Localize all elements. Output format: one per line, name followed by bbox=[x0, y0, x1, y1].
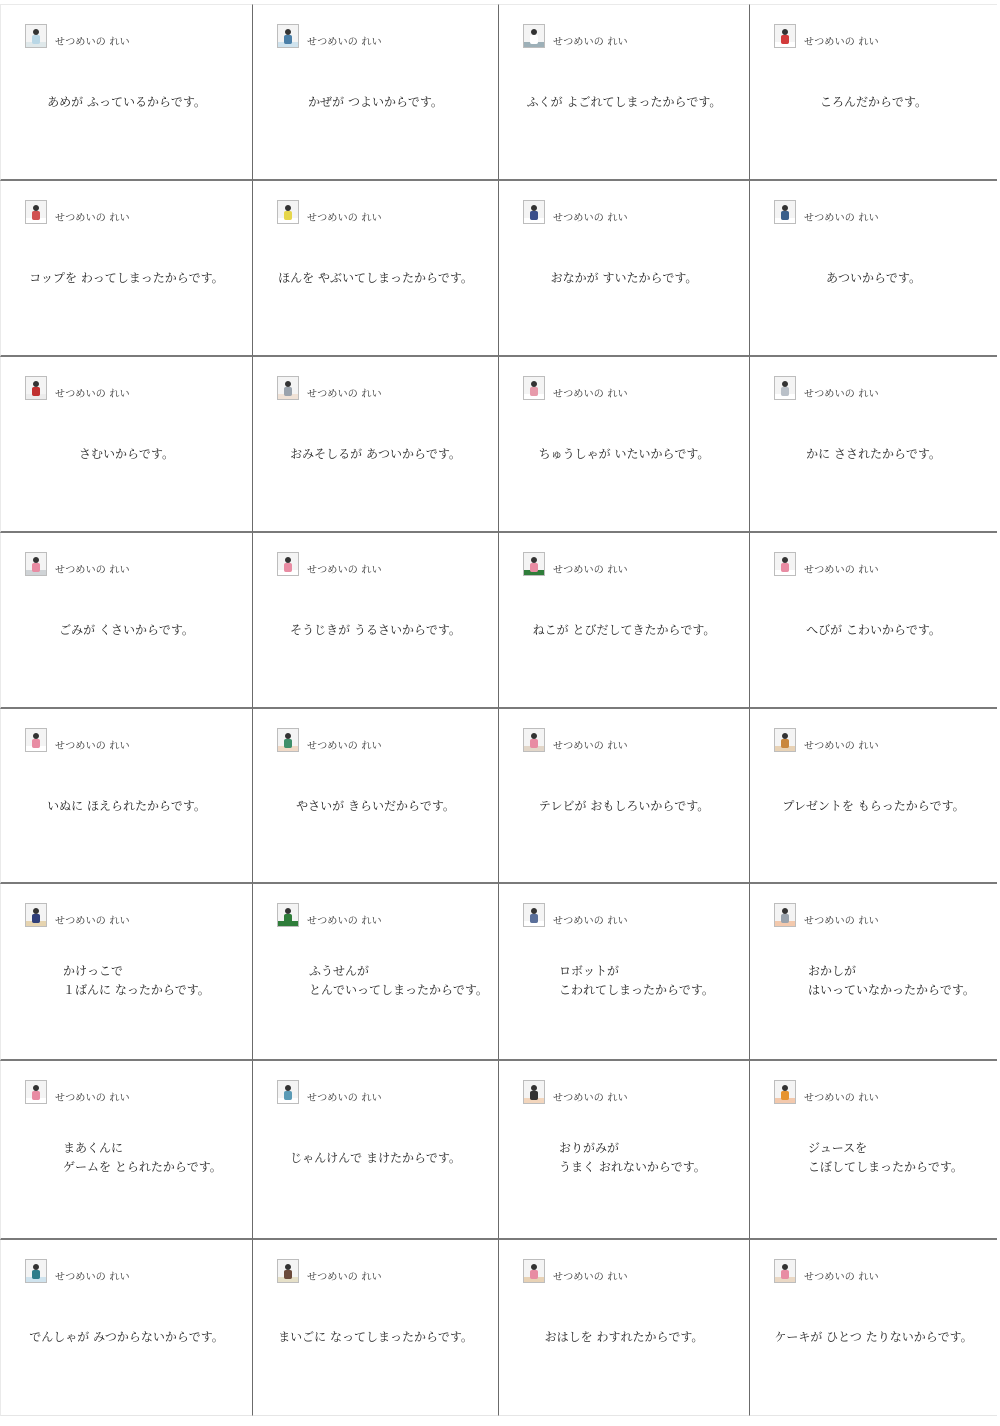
card-label: せつめいの れい bbox=[55, 916, 130, 927]
card-label: せつめいの れい bbox=[55, 1093, 130, 1104]
sentence-line: ころんだからです。 bbox=[820, 95, 927, 109]
illustration-figure-body bbox=[284, 211, 292, 220]
sentence-line: ケーキが ひとつ たりないからです。 bbox=[774, 1330, 973, 1344]
card-header bbox=[774, 200, 879, 224]
rock-paper-scissors-picture-icon bbox=[277, 1080, 299, 1104]
sentence-line: おかしが bbox=[808, 964, 857, 978]
fall-down-picture-icon bbox=[774, 24, 796, 48]
card-header bbox=[25, 903, 130, 927]
illustration-figure-body bbox=[530, 387, 538, 396]
illustration-figure-body bbox=[32, 914, 40, 923]
card-sentence bbox=[499, 797, 749, 816]
card-sentence bbox=[63, 1139, 252, 1177]
explanation-card-15 bbox=[499, 533, 750, 709]
sentence-line: うまく おれないからです。 bbox=[559, 1160, 706, 1174]
sentence-line: はいっていなかったからです。 bbox=[808, 983, 975, 997]
illustration-figure-body bbox=[32, 1091, 40, 1100]
card-label: せつめいの れい bbox=[307, 565, 382, 576]
sentence-line: こわれてしまったからです。 bbox=[559, 983, 714, 997]
sentence-line: かに さされたからです。 bbox=[806, 447, 941, 461]
illustration-figure-head bbox=[33, 205, 39, 211]
explanation-card-14 bbox=[253, 533, 499, 709]
card-sentence bbox=[559, 1139, 749, 1177]
illustration-figure-head bbox=[33, 381, 39, 387]
balloon-flew-away-picture-icon bbox=[277, 903, 299, 927]
explanation-card-24 bbox=[750, 884, 997, 1061]
missing-cake-picture-icon bbox=[774, 1259, 796, 1283]
hot-sun-picture-icon bbox=[774, 200, 796, 224]
explanation-card-6 bbox=[253, 181, 499, 357]
illustration-figure-body bbox=[781, 739, 789, 748]
sentence-line: おみそしるが あついからです。 bbox=[290, 447, 461, 461]
broken-robot-picture-icon bbox=[523, 903, 545, 927]
dirty-clothes-picture-icon bbox=[523, 24, 545, 48]
scary-snake-picture-icon bbox=[774, 552, 796, 576]
explanation-card-29 bbox=[0, 1240, 253, 1416]
sentence-line: じゃんけんで まけたからです。 bbox=[290, 1151, 461, 1165]
sentence-line: かぜが つよいからです。 bbox=[308, 95, 443, 109]
card-sentence bbox=[253, 1328, 498, 1347]
explanation-card-32 bbox=[750, 1240, 997, 1416]
card-header bbox=[25, 24, 130, 48]
explanation-card-12 bbox=[750, 357, 997, 533]
sentence-line: あついからです。 bbox=[826, 271, 921, 285]
barking-dog-picture-icon bbox=[25, 728, 47, 752]
card-sentence bbox=[499, 93, 749, 112]
illustration-figure-head bbox=[285, 205, 291, 211]
card-header bbox=[277, 376, 382, 400]
card-header bbox=[25, 200, 130, 224]
sentence-line: とんでいってしまったからです。 bbox=[309, 983, 488, 997]
explanation-card-9 bbox=[0, 357, 253, 533]
card-sentence bbox=[253, 1149, 498, 1168]
explanation-card-18 bbox=[253, 709, 499, 884]
card-sentence bbox=[750, 269, 997, 288]
card-header bbox=[523, 200, 628, 224]
card-label: せつめいの れい bbox=[804, 213, 879, 224]
card-header bbox=[774, 903, 879, 927]
explanation-card-3 bbox=[499, 4, 750, 181]
card-sentence bbox=[253, 93, 498, 112]
card-label: せつめいの れい bbox=[804, 741, 879, 752]
card-label: せつめいの れい bbox=[307, 741, 382, 752]
explanation-card-13 bbox=[0, 533, 253, 709]
card-label: せつめいの れい bbox=[307, 213, 382, 224]
card-header bbox=[774, 1259, 879, 1283]
explanation-card-25 bbox=[0, 1061, 253, 1240]
illustration-figure-head bbox=[531, 29, 537, 35]
explanation-card-30 bbox=[253, 1240, 499, 1416]
card-label: せつめいの れい bbox=[55, 37, 130, 48]
card-header bbox=[25, 552, 130, 576]
explanation-card-22 bbox=[253, 884, 499, 1061]
explanation-card-27 bbox=[499, 1061, 750, 1240]
sentence-line: おはしを わすれたからです。 bbox=[544, 1330, 704, 1344]
sentence-line: コップを わってしまったからです。 bbox=[29, 271, 224, 285]
sentence-line: ちゅうしゃが いたいからです。 bbox=[538, 447, 710, 461]
illustration-figure-body bbox=[32, 563, 40, 572]
illustration-figure-body bbox=[530, 35, 538, 44]
card-sentence bbox=[1, 93, 252, 112]
sentence-line: プレゼントを もらったからです。 bbox=[782, 799, 965, 813]
sentence-line: １ばんに なったからです。 bbox=[63, 983, 210, 997]
card-sentence bbox=[1, 621, 252, 640]
card-header bbox=[523, 24, 628, 48]
card-header bbox=[774, 1080, 879, 1104]
no-snacks-picture-icon bbox=[774, 903, 796, 927]
explanation-card-26 bbox=[253, 1061, 499, 1240]
wind-window-picture-icon bbox=[277, 24, 299, 48]
sentence-line: おりがみが bbox=[559, 1141, 620, 1155]
illustration-figure-head bbox=[285, 1264, 291, 1270]
illustration-figure-body bbox=[530, 1091, 538, 1100]
explanation-card-23 bbox=[499, 884, 750, 1061]
card-header bbox=[523, 1080, 628, 1104]
card-header bbox=[277, 552, 382, 576]
illustration-figure-body bbox=[781, 1091, 789, 1100]
illustration-figure-body bbox=[781, 1270, 789, 1279]
illustration-figure-head bbox=[285, 733, 291, 739]
explanation-card-17 bbox=[0, 709, 253, 884]
sentence-line: かけっこで bbox=[63, 964, 124, 978]
explanation-card-4 bbox=[750, 4, 997, 181]
illustration-figure-head bbox=[782, 381, 788, 387]
explanation-card-8 bbox=[750, 181, 997, 357]
rain-window-picture-icon bbox=[25, 24, 47, 48]
card-sentence bbox=[499, 621, 749, 640]
card-header bbox=[523, 376, 628, 400]
card-label: せつめいの れい bbox=[307, 1093, 382, 1104]
illustration-figure-body bbox=[284, 1091, 292, 1100]
card-header bbox=[277, 24, 382, 48]
illustration-figure-head bbox=[782, 908, 788, 914]
card-header bbox=[25, 1080, 130, 1104]
sentence-line: まいごに なってしまったからです。 bbox=[278, 1330, 473, 1344]
illustration-figure-head bbox=[531, 908, 537, 914]
card-label: せつめいの れい bbox=[553, 1093, 628, 1104]
card-sentence bbox=[808, 962, 997, 1000]
card-sentence bbox=[1, 797, 252, 816]
illustration-figure-body bbox=[284, 35, 292, 44]
card-header bbox=[774, 376, 879, 400]
hungry-picture-icon bbox=[523, 200, 545, 224]
illustration-figure-body bbox=[781, 387, 789, 396]
card-label: せつめいの れい bbox=[804, 565, 879, 576]
sentence-line: ロボットが bbox=[559, 964, 620, 978]
explanation-card-7 bbox=[499, 181, 750, 357]
card-sentence bbox=[499, 269, 749, 288]
card-label: せつめいの れい bbox=[804, 916, 879, 927]
card-sentence bbox=[63, 962, 252, 1000]
race-winner-picture-icon bbox=[25, 903, 47, 927]
illustration-figure-head bbox=[531, 1264, 537, 1270]
illustration-figure-body bbox=[781, 563, 789, 572]
sentence-line: あめが ふっているからです。 bbox=[47, 95, 206, 109]
card-sentence bbox=[750, 93, 997, 112]
lost-child-picture-icon bbox=[277, 1259, 299, 1283]
sentence-line: やさいが きらいだからです。 bbox=[296, 799, 455, 813]
illustration-figure-head bbox=[33, 733, 39, 739]
illustration-figure-head bbox=[285, 557, 291, 563]
card-header bbox=[774, 552, 879, 576]
present-picture-icon bbox=[774, 728, 796, 752]
card-header bbox=[277, 1080, 382, 1104]
illustration-figure-body bbox=[284, 1270, 292, 1279]
card-label: せつめいの れい bbox=[804, 1272, 879, 1283]
illustration-figure-head bbox=[782, 29, 788, 35]
card-header bbox=[523, 1259, 628, 1283]
illustration-figure-body bbox=[530, 739, 538, 748]
explanation-card-21 bbox=[0, 884, 253, 1061]
card-label: せつめいの れい bbox=[804, 389, 879, 400]
smelly-garbage-picture-icon bbox=[25, 552, 47, 576]
illustration-figure-head bbox=[531, 205, 537, 211]
sentence-line: こぼしてしまったからです。 bbox=[808, 1160, 963, 1174]
card-label: せつめいの れい bbox=[55, 1272, 130, 1283]
card-sentence bbox=[499, 1328, 749, 1347]
card-sentence bbox=[750, 1328, 997, 1347]
illustration-figure-body bbox=[32, 211, 40, 220]
sentence-line: さむいからです。 bbox=[79, 447, 174, 461]
card-header bbox=[25, 376, 130, 400]
card-label: せつめいの れい bbox=[307, 916, 382, 927]
illustration-figure-head bbox=[782, 205, 788, 211]
illustration-figure-head bbox=[285, 1085, 291, 1091]
sentence-line: ねこが とびだしてきたからです。 bbox=[532, 623, 716, 637]
card-label: せつめいの れい bbox=[55, 565, 130, 576]
card-sentence bbox=[1, 269, 252, 288]
lost-train-picture-icon bbox=[25, 1259, 47, 1283]
illustration-figure-head bbox=[531, 733, 537, 739]
card-sentence bbox=[808, 1139, 997, 1177]
torn-book-picture-icon bbox=[277, 200, 299, 224]
card-label: せつめいの れい bbox=[553, 213, 628, 224]
illustration-figure-body bbox=[781, 211, 789, 220]
sentence-line: ふうせんが bbox=[309, 964, 370, 978]
card-sentence bbox=[499, 445, 749, 464]
illustration-figure-body bbox=[781, 35, 789, 44]
illustration-figure-head bbox=[782, 733, 788, 739]
explanation-card-5 bbox=[0, 181, 253, 357]
explanation-card-10 bbox=[253, 357, 499, 533]
card-header bbox=[25, 1259, 130, 1283]
card-label: せつめいの れい bbox=[553, 565, 628, 576]
illustration-figure-body bbox=[32, 1270, 40, 1279]
card-sentence bbox=[253, 621, 498, 640]
card-label: せつめいの れい bbox=[55, 389, 130, 400]
sentence-line: へびが こわいからです。 bbox=[806, 623, 941, 637]
card-sentence bbox=[750, 445, 997, 464]
card-header bbox=[277, 200, 382, 224]
illustration-figure-body bbox=[284, 914, 292, 923]
card-sentence bbox=[253, 445, 498, 464]
sentence-line: ふくが よごれてしまったからです。 bbox=[526, 95, 722, 109]
card-sentence bbox=[1, 445, 252, 464]
illustration-figure-body bbox=[530, 563, 538, 572]
illustration-figure-head bbox=[531, 381, 537, 387]
sentence-line: テレビが おもしろいからです。 bbox=[538, 799, 710, 813]
sentence-line: そうじきが うるさいからです。 bbox=[290, 623, 461, 637]
illustration-figure-body bbox=[530, 211, 538, 220]
sentence-line: ほんを やぶいてしまったからです。 bbox=[278, 271, 473, 285]
cold-picture-icon bbox=[25, 376, 47, 400]
card-label: せつめいの れい bbox=[804, 37, 879, 48]
card-label: せつめいの れい bbox=[553, 741, 628, 752]
card-sentence bbox=[750, 797, 997, 816]
card-header bbox=[277, 1259, 382, 1283]
illustration-figure-body bbox=[32, 35, 40, 44]
illustration-figure-body bbox=[32, 387, 40, 396]
illustration-figure-head bbox=[782, 1264, 788, 1270]
explanation-card-11 bbox=[499, 357, 750, 533]
card-header bbox=[774, 24, 879, 48]
sentence-line: まあくんに bbox=[63, 1141, 124, 1155]
card-header bbox=[774, 728, 879, 752]
card-sentence bbox=[559, 962, 749, 1000]
card-header bbox=[523, 903, 628, 927]
illustration-figure-head bbox=[33, 1264, 39, 1270]
card-grid bbox=[0, 4, 997, 1416]
card-sentence bbox=[253, 269, 498, 288]
explanation-card-1 bbox=[0, 4, 253, 181]
explanation-card-2 bbox=[253, 4, 499, 181]
illustration-figure-head bbox=[33, 29, 39, 35]
card-header bbox=[523, 728, 628, 752]
card-header bbox=[523, 552, 628, 576]
forgot-chopsticks-picture-icon bbox=[523, 1259, 545, 1283]
game-taken-picture-icon bbox=[25, 1080, 47, 1104]
card-sentence bbox=[309, 962, 498, 1000]
illustration-figure-head bbox=[782, 1085, 788, 1091]
injection-picture-icon bbox=[523, 376, 545, 400]
illustration-figure-head bbox=[531, 1085, 537, 1091]
illustration-figure-head bbox=[531, 557, 537, 563]
card-header bbox=[277, 903, 382, 927]
illustration-figure-head bbox=[33, 908, 39, 914]
illustration-figure-head bbox=[285, 908, 291, 914]
illustration-figure-head bbox=[285, 381, 291, 387]
illustration-figure-head bbox=[33, 1085, 39, 1091]
card-label: せつめいの れい bbox=[553, 916, 628, 927]
card-label: せつめいの れい bbox=[307, 389, 382, 400]
explanation-card-19 bbox=[499, 709, 750, 884]
illustration-figure-body bbox=[530, 1270, 538, 1279]
card-sentence bbox=[253, 797, 498, 816]
card-label: せつめいの れい bbox=[55, 741, 130, 752]
sentence-line: ゲームを とられたからです。 bbox=[63, 1160, 222, 1174]
card-label: せつめいの れい bbox=[553, 1272, 628, 1283]
explanation-card-20 bbox=[750, 709, 997, 884]
illustration-figure-body bbox=[781, 914, 789, 923]
illustration-figure-body bbox=[284, 563, 292, 572]
card-sentence bbox=[1, 1328, 252, 1347]
mosquito-bite-picture-icon bbox=[774, 376, 796, 400]
spilled-juice-picture-icon bbox=[774, 1080, 796, 1104]
sentence-line: おなかが すいたからです。 bbox=[550, 271, 698, 285]
card-label: せつめいの れい bbox=[553, 37, 628, 48]
illustration-figure-head bbox=[33, 557, 39, 563]
cat-jump-picture-icon bbox=[523, 552, 545, 576]
card-header bbox=[277, 728, 382, 752]
card-label: せつめいの れい bbox=[307, 1272, 382, 1283]
origami-picture-icon bbox=[523, 1080, 545, 1104]
illustration-figure-body bbox=[284, 387, 292, 396]
sentence-line: ジュースを bbox=[808, 1141, 868, 1155]
sentence-line: ごみが くさいからです。 bbox=[59, 623, 194, 637]
illustration-figure-body bbox=[32, 739, 40, 748]
illustration-figure-head bbox=[285, 29, 291, 35]
card-sentence bbox=[750, 621, 997, 640]
explanation-card-28 bbox=[750, 1061, 997, 1240]
illustration-figure-body bbox=[530, 914, 538, 923]
card-label: せつめいの れい bbox=[804, 1093, 879, 1104]
card-label: せつめいの れい bbox=[307, 37, 382, 48]
broken-cup-picture-icon bbox=[25, 200, 47, 224]
illustration-figure-body bbox=[284, 739, 292, 748]
watching-tv-picture-icon bbox=[523, 728, 545, 752]
explanation-card-16 bbox=[750, 533, 997, 709]
sentence-line: でんしゃが みつからないからです。 bbox=[29, 1330, 224, 1344]
card-label: せつめいの れい bbox=[55, 213, 130, 224]
card-label: せつめいの れい bbox=[553, 389, 628, 400]
illustration-figure-head bbox=[782, 557, 788, 563]
dislike-vegetables-picture-icon bbox=[277, 728, 299, 752]
explanation-card-31 bbox=[499, 1240, 750, 1416]
hot-soup-picture-icon bbox=[277, 376, 299, 400]
noisy-vacuum-picture-icon bbox=[277, 552, 299, 576]
card-header bbox=[25, 728, 130, 752]
sentence-line: いぬに ほえられたからです。 bbox=[47, 799, 206, 813]
